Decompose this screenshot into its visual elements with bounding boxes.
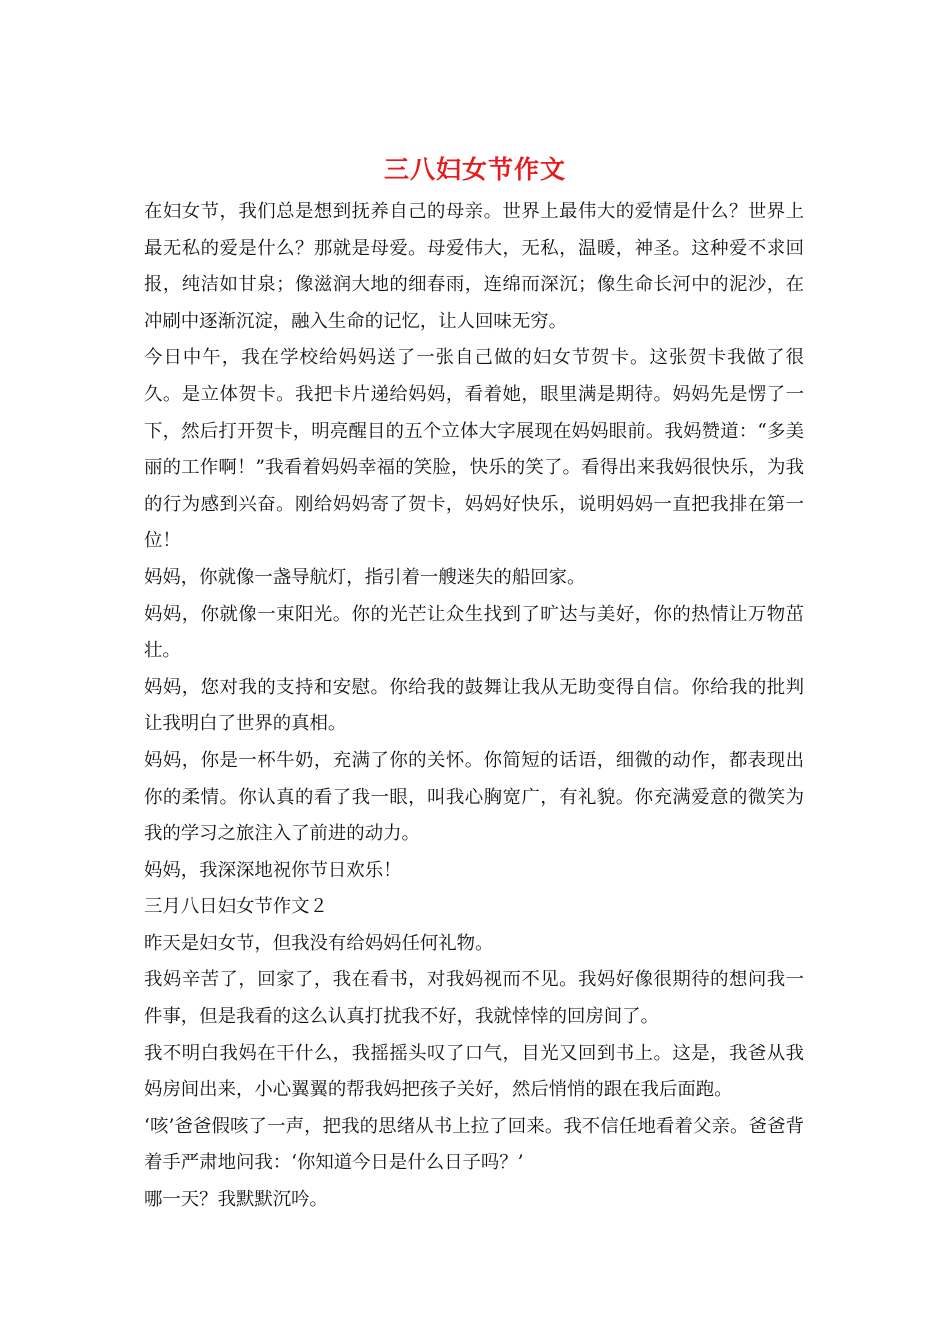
- paragraph: 妈妈，你就像一束阳光。你的光芒让众生找到了旷达与美好，你的热情让万物茁壮。: [144, 603, 804, 662]
- paragraph: 在妇女节，我们总是想到抚养自己的母亲。世界上最伟大的爱情是什么？世界上最无私的爱是什么？那就是母爱。母爱伟大，无私，温暖，神圣。这种爱不求回报，纯洁如甘泉；像滋润大地的细春雨，连绵而深沉；像生命长河中的泥沙，在冲刷中逐渐沉淀，融入生命的记忆，让人回味无穷。: [144, 201, 804, 332]
- paragraph: 妈妈，你就像一盏导航灯，指引着一艘迷失的船回家。: [144, 566, 586, 588]
- paragraph: 妈妈，我深深地祝你节日欢乐！: [144, 859, 402, 881]
- section-heading: 三月八日妇女节作文２: [144, 896, 328, 918]
- paragraph: 昨天是妇女节，但我没有给妈妈任何礼物。: [144, 932, 494, 954]
- paragraph: ‘咳’爸爸假咳了一声，把我的思绪从书上拉了回来。我不信任地看着父亲。爸爸背着手严肃地问我：‘你知道今日是什么日子吗？’: [144, 1115, 804, 1174]
- paragraph: 今日中午，我在学校给妈妈送了一张自己做的妇女节贺卡。这张贺卡我做了很久。是立体贺卡。我把卡片递给妈妈，看着她，眼里满是期待。妈妈先是愣了一下，然后打开贺卡，明亮醒目的五个立体大字展现在妈妈眼前。我妈赞道：“多美丽的工作啊！”我看着妈妈幸福的笑脸，快乐的笑了。看得出来我妈很快乐，为我的行为感到兴奋。刚给妈妈寄了贺卡，妈妈好快乐，说明妈妈一直把我排在第一位！: [144, 347, 804, 552]
- document-title: 三八妇女节作文: [383, 155, 566, 184]
- document-body: [144, 194, 804, 1219]
- paragraph: 我妈辛苦了，回家了，我在看书，对我妈视而不见。我妈好像很期待的想问我一件事，但是我看的这么认真打扰我不好，我就悻悻的回房间了。: [144, 969, 804, 1028]
- paragraph: 妈妈，您对我的支持和安慰。你给我的鼓舞让我从无助变得自信。你给我的批判让我明白了世界的真相。: [144, 676, 804, 735]
- paragraph: 哪一天？我默默沉吟。: [144, 1189, 328, 1211]
- paragraph: 妈妈，你是一杯牛奶，充满了你的关怀。你简短的话语，细微的动作，都表现出你的柔情。你认真的看了我一眼，叫我心胸宽广，有礼貌。你充满爱意的微笑为我的学习之旅注入了前进的动力。: [144, 749, 804, 845]
- paragraph: 我不明白我妈在干什么，我摇摇头叹了口气，目光又回到书上。这是，我爸从我妈房间出来，小心翼翼的帮我妈把孩子关好，然后悄悄的跟在我后面跑。: [144, 1042, 804, 1101]
